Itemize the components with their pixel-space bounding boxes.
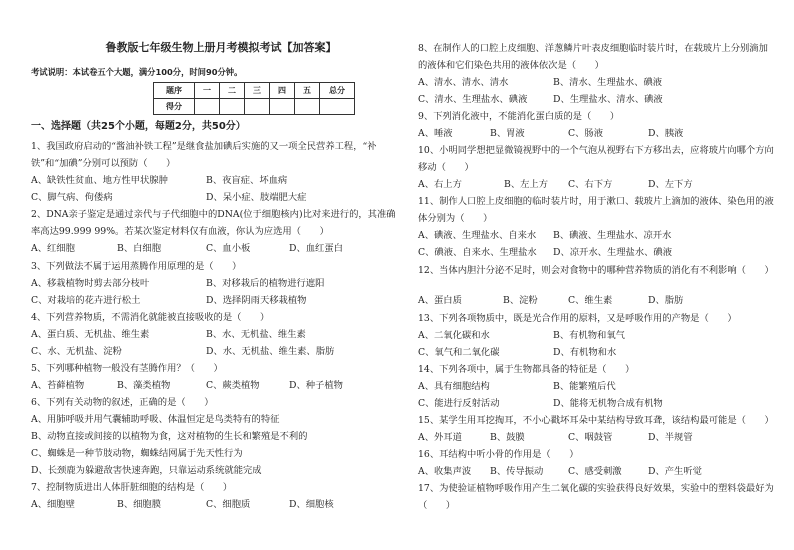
option-c: C、氧气和二氧化碳: [418, 347, 500, 358]
option-d: D、胰液: [648, 128, 684, 139]
option-c: C、血小板: [206, 243, 251, 254]
question-stem: 1、我国政府启动的“酱油补铁工程”是继食盐加碘后实施的又一项全民营养工程，“补铁”和“加碘”分别可以预防（ ）: [31, 141, 377, 169]
score-cell-empty: [295, 99, 320, 115]
option-a: A、细胞壁: [31, 499, 75, 510]
option-c: C、咽鼓管: [568, 432, 613, 443]
score-cell-empty: [195, 99, 220, 115]
option-c: C、肠液: [568, 128, 604, 139]
score-header-cell: 题序: [154, 83, 195, 99]
option-a: A、唾液: [418, 128, 453, 139]
section-heading: 一、选择题（共25个小题，每题2分，共50分）: [31, 121, 246, 132]
option-b: B、水、无机盐、维生素: [206, 329, 306, 340]
option-d: D、左下方: [648, 179, 693, 190]
option-c: C、脚气病、佝偻病: [31, 192, 113, 203]
option-a: A、用肺呼吸并用气囊辅助呼吸、体温恒定是鸟类特有的特征: [31, 414, 280, 425]
exam-title: 鲁教版七年级生物上册月考模拟考试【加答案】: [105, 41, 337, 54]
option-c: C、维生素: [568, 295, 613, 306]
score-table: [153, 82, 355, 115]
option-c: C、细胞质: [206, 499, 251, 510]
option-a: A、碘液、生理盐水、自来水: [418, 230, 537, 241]
option-b: B、藻类植物: [117, 380, 171, 391]
option-a: A、缺铁性贫血、地方性甲状腺肿: [31, 175, 168, 186]
question-stem: 17、为使验证植物呼吸作用产生二氧化碳的实验获得良好效果，实验中的塑料袋最好为（ ）: [418, 483, 774, 511]
question-stem: 4、下列营养物质，不需消化就能被直接吸收的是（ ）: [31, 312, 270, 323]
option-a: A、蛋白质、无机盐、维生素: [31, 329, 150, 340]
option-c: C、能进行反射活动: [418, 398, 500, 409]
question-stem: 12、当体内胆汁分泌不足时，则会对食物中的哪种营养物质的消化有不利影响（ ）: [418, 265, 774, 276]
option-b: B、鼓膜: [490, 432, 525, 443]
option-c: C、水、无机盐、淀粉: [31, 346, 122, 357]
question-stem: 3、下列做法不属于运用蒸腾作用原理的是（ ）: [31, 261, 242, 272]
score-cell-empty: [245, 99, 270, 115]
question-stem: 5、下列哪种植物一般没有茎腾作用？（ ）: [31, 363, 223, 374]
score-row-label: 得分: [154, 99, 195, 115]
option-a: A、蛋白质: [418, 295, 462, 306]
score-header-cell: 五: [295, 83, 320, 99]
score-header-cell: 一: [195, 83, 220, 99]
option-d: D、长颈鹿为躲避敌害快速奔跑，只靠运动系统就能完成: [31, 465, 262, 476]
score-cell-empty: [220, 99, 245, 115]
question-stem: 14、下列各项中，属于生物都具备的特征是（ ）: [418, 364, 635, 375]
option-b: B、能繁殖后代: [553, 381, 616, 392]
question-stem: 13、下列各项物质中，既是光合作用的原料，又是呼吸作用的产物是（ ）: [418, 313, 737, 324]
option-a: A、二氧化碳和水: [418, 330, 490, 341]
option-a: A、移栽植物时剪去部分枝叶: [31, 278, 150, 289]
option-b: B、左上方: [504, 179, 549, 190]
option-d: D、种子植物: [289, 380, 343, 391]
question-stem: 15、某学生用耳挖掏耳，不小心戳坏耳朵中某结构导致耳聋，该结构最可能是（ ）: [418, 415, 774, 426]
question-stem: 2、DNA亲子鉴定是通过亲代与子代细胞中的DNA(位于细胞核内)比对来进行的，其准确率高达99.999 99%。若某次鉴定材料仅有血液，你认为应选用（ ）: [31, 209, 396, 237]
score-cell-empty: [320, 99, 355, 115]
option-d: D、选择阴雨天移栽植物: [206, 295, 307, 306]
option-b: B、碘液、生理盐水、凉开水: [553, 230, 672, 241]
option-d: D、血红蛋白: [289, 243, 343, 254]
option-a: A、红细胞: [31, 243, 75, 254]
option-b: B、细胞膜: [117, 499, 162, 510]
question-stem: 8、在制作人的口腔上皮细胞、洋葱鳞片叶表皮细胞临时装片时，在载玻片上分别滴加的液体和它们染色共用的液体依次是（ ）: [418, 43, 768, 71]
option-d: D、脂肪: [648, 295, 684, 306]
option-d: D、呆小症、肢端肥大症: [206, 192, 307, 203]
option-b: B、动物直接或间接的以植物为食，这对植物的生长和繁殖是不利的: [31, 431, 308, 442]
option-b: B、传导振动: [490, 466, 544, 477]
score-header-cell: 二: [220, 83, 245, 99]
question-stem: 6、下列有关动物的叙述，正确的是（ ）: [31, 397, 214, 408]
option-d: D、有机物和水: [553, 347, 617, 358]
question-stem: 10、小明同学想把显微镜视野中的一个气泡从视野右下方移出去，应将玻片向哪个方向移动（ ）: [418, 145, 774, 173]
score-header-cell: 四: [270, 83, 295, 99]
exam-instructions: 考试说明：本试卷五个大题，满分100分，时间90分钟。: [31, 67, 243, 77]
option-c: C、蕨类植物: [206, 380, 260, 391]
option-a: A、苔藓植物: [31, 380, 85, 391]
option-d: D、产生听觉: [648, 466, 702, 477]
option-b: B、有机物和氧气: [553, 330, 625, 341]
option-b: B、胃液: [490, 128, 525, 139]
option-b: B、清水、生理盐水、碘液: [553, 77, 663, 88]
question-stem: 7、控制物质进出人体肝脏细胞的结构是（ ）: [31, 482, 233, 493]
option-b: B、白细胞: [117, 243, 162, 254]
option-a: A、外耳道: [418, 432, 462, 443]
option-d: D、凉开水、生理盐水、碘液: [553, 247, 673, 258]
question-stem: 16、耳结构中听小骨的作用是（ ）: [418, 449, 579, 460]
option-c: C、对栽培的花卉进行松土: [31, 295, 141, 306]
option-a: A、清水、清水、清水: [418, 77, 509, 88]
option-b: B、对移栽后的植物进行遮阳: [206, 278, 325, 289]
option-b: B、淀粉: [503, 295, 538, 306]
option-a: A、右上方: [418, 179, 462, 190]
question-stem: 11、制作人口腔上皮细胞的临时装片时，用于漱口、载玻片上滴加的液体、染色用的液体分别为（ ）: [418, 196, 774, 224]
score-header-cell: 总分: [320, 83, 355, 99]
option-c: C、右下方: [568, 179, 613, 190]
option-a: A、具有细胞结构: [418, 381, 490, 392]
score-cell-empty: [270, 99, 295, 115]
option-b: B、夜盲症、坏血病: [206, 175, 288, 186]
option-d: D、水、无机盐、维生素、脂肪: [206, 346, 335, 357]
option-c: C、碘液、自来水、生理盐水: [418, 247, 537, 258]
score-table-score-row: [154, 99, 355, 115]
score-header-cell: 三: [245, 83, 270, 99]
option-c: C、感受刺激: [568, 466, 622, 477]
question-stem: 9、下列消化液中，不能消化蛋白质的是（ ）: [418, 111, 620, 122]
option-d: D、细胞核: [289, 499, 334, 510]
score-table-header-row: [154, 83, 355, 99]
option-d: D、生理盐水、清水、碘液: [553, 94, 663, 105]
option-c: C、清水、生理盐水、碘液: [418, 94, 528, 105]
option-d: D、能将无机物合成有机物: [553, 398, 663, 409]
option-a: A、收集声波: [418, 466, 472, 477]
option-c: C、蜘蛛是一种节肢动物，蜘蛛结网属于先天性行为: [31, 448, 243, 459]
option-d: D、半规管: [648, 432, 693, 443]
